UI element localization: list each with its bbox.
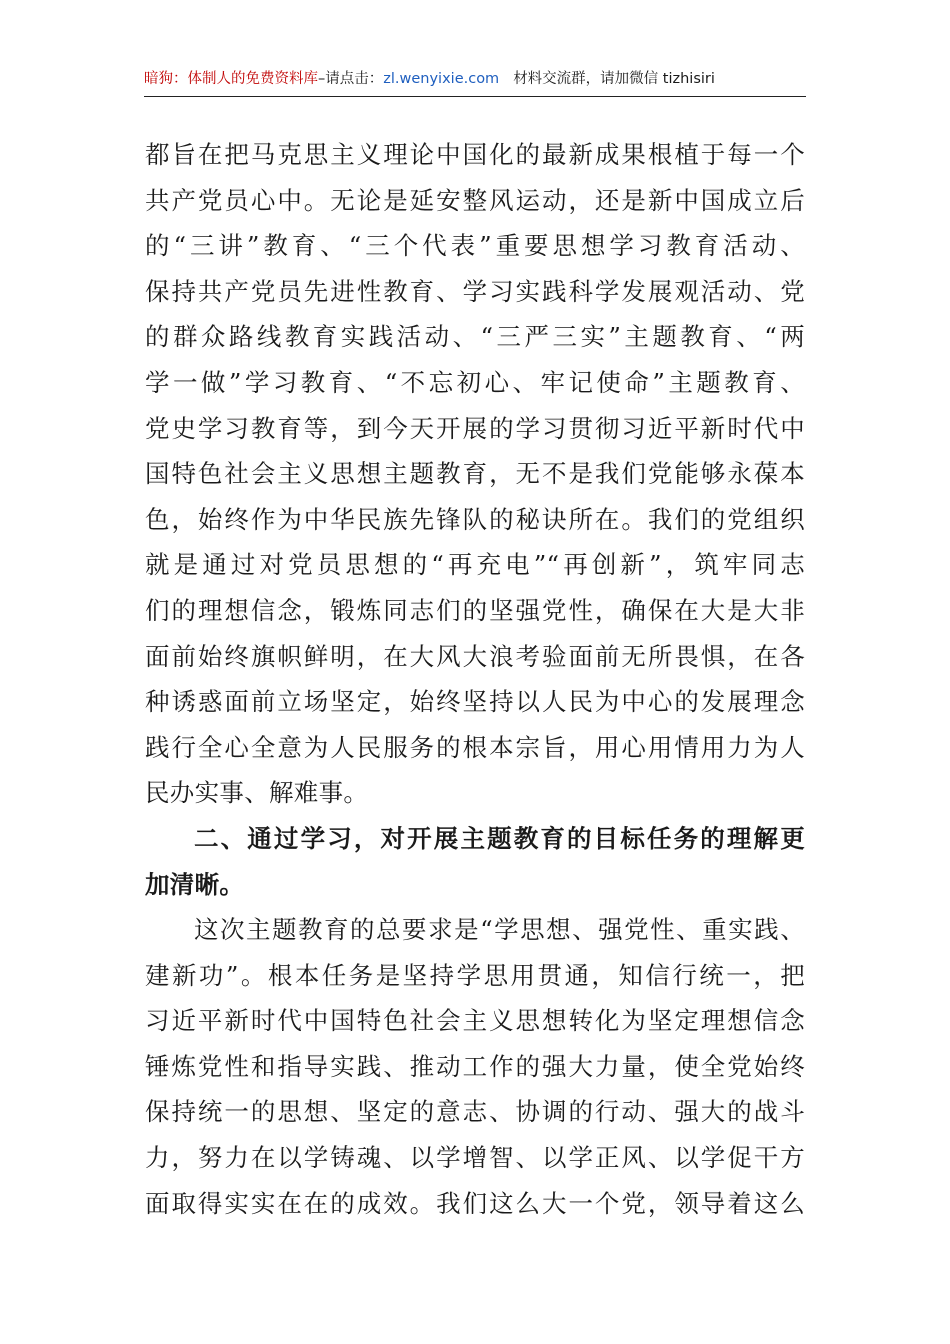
text-line: 国特色社会主义思想主题教育，无不是我们党能够永葆本 <box>145 459 805 489</box>
site-name: 暗狗：体制人的免费资料库 <box>144 71 318 87</box>
text-line: 面取得实实在在的成效。我们这么大一个党，领导着这么 <box>145 1188 805 1218</box>
document-body <box>145 132 805 1226</box>
text-line: 们的理想信念，锻炼同志们的坚强党性，确保在大是大非 <box>145 595 805 625</box>
click-prompt: –请点击： <box>318 71 384 87</box>
text-line: 的群众路线教育实践活动、“三严三实”主题教育、“两 <box>145 322 805 352</box>
text-line: 民办实事、解难事。 <box>145 778 369 808</box>
paragraph-2 <box>145 907 805 1226</box>
site-url-link[interactable]: zl.wenyixie.com <box>383 71 500 87</box>
section-heading-2 <box>145 816 805 907</box>
text-line: 这次主题教育的总要求是“学思想、强党性、重实践、 <box>194 915 805 945</box>
text-line: 共产党员心中。无论是延安整风运动，还是新中国成立后 <box>145 185 805 215</box>
text-line: 习近平新时代中国特色社会主义思想转化为坚定理想信念 <box>145 1006 805 1036</box>
paragraph-1 <box>145 132 805 816</box>
text-line: 面前始终旗帜鲜明，在大风大浪考验面前无所畏惧，在各 <box>145 641 805 671</box>
page-header <box>144 68 806 97</box>
contact-note: 材料交流群，请加微信 tizhisiri <box>513 71 715 87</box>
text-line: 种诱惑面前立场坚定，始终坚持以人民为中心的发展理念 <box>145 687 805 717</box>
text-line: 色，始终作为中华民族先锋队的秘诀所在。我们的党组织 <box>145 504 805 534</box>
text-line: 建新功”。根本任务是坚持学思用贯通，知信行统一，把 <box>145 960 805 990</box>
text-line: 践行全心全意为人民服务的根本宗旨，用心用情用力为人 <box>145 732 805 762</box>
text-line: 党史学习教育等，到今天开展的学习贯彻习近平新时代中 <box>145 413 805 443</box>
text-line: 学一做”学习教育、“不忘初心、牢记使命”主题教育、 <box>145 367 805 397</box>
text-line: 的“三讲”教育、“三个代表”重要思想学习教育活动、 <box>145 231 805 261</box>
text-line: 力，努力在以学铸魂、以学增智、以学正风、以学促干方 <box>145 1143 805 1173</box>
text-line: 保持统一的思想、坚定的意志、协调的行动、强大的战斗 <box>145 1097 805 1127</box>
heading-line: 二、通过学习，对开展主题教育的目标任务的理解更 <box>194 823 805 853</box>
text-line: 保持共产党员先进性教育、学习实践科学发展观活动、党 <box>145 276 805 306</box>
text-line: 都旨在把马克思主义理论中国化的最新成果根植于每一个 <box>145 140 805 169</box>
heading-line: 加清晰。 <box>145 869 245 899</box>
text-line: 锤炼党性和指导实践、推动工作的强大力量，使全党始终 <box>145 1051 805 1081</box>
text-line: 就是通过对党员思想的“再充电”“再创新”，筑牢同志 <box>145 550 805 580</box>
